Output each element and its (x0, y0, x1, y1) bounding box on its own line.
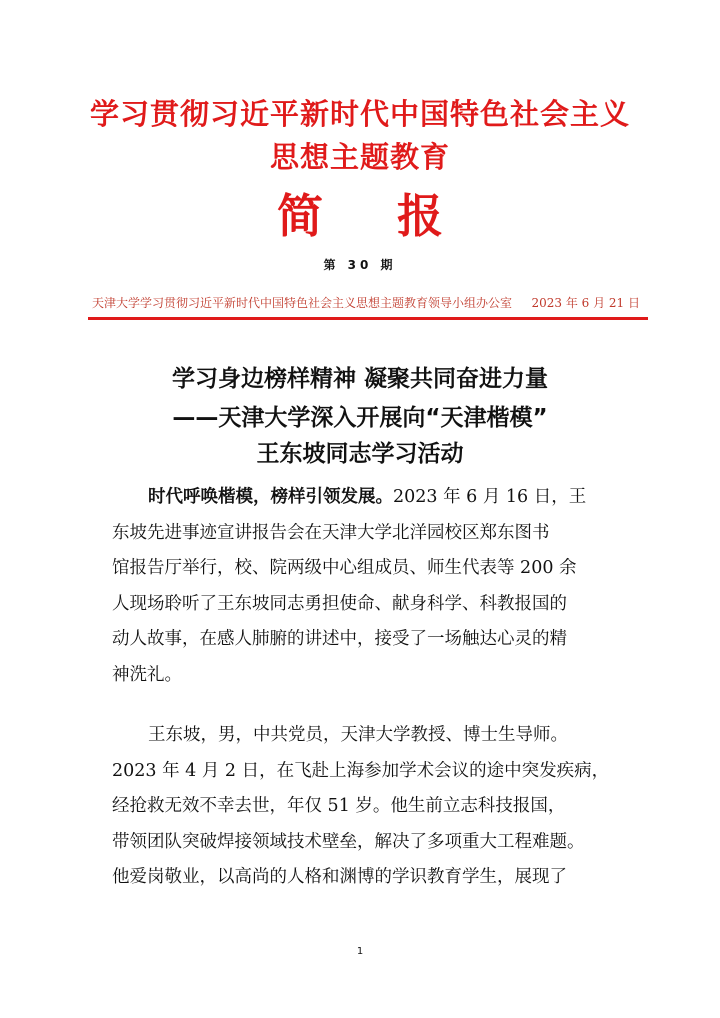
paragraph-lead: 时代呼唤楷模，榜样引领发展。 (148, 487, 393, 507)
issue-number: 第 30 期 (323, 258, 397, 272)
masthead-title-line-2: 思想主题教育 (269, 140, 450, 174)
paragraph-1-line-5: 动人故事，在感人肺腑的讲述中，接受了一场触达心灵的精 (112, 629, 567, 649)
paragraph-2-line-3: 经抢救无效不幸去世，年仅 51 岁。他生前立志科技报国， (112, 796, 566, 816)
paragraph-1-line-2: 东坡先进事迹宣讲报告会在天津大学北洋园校区郑东图书 (112, 522, 550, 543)
article-title-line-1: 学习身边榜样精神 凝聚共同奋进力量 (171, 366, 548, 392)
paragraph-1-line-6: 神洗礼。 (112, 664, 182, 685)
article-title-line-2: ——天津大学深入开展向“天津楷模” (172, 405, 548, 431)
paragraph-1-line-3: 馆报告厅举行，校、院两级中心组成员、师生代表等 200 余 (112, 558, 577, 578)
issue-date: 2023 年 6 月 21 日 (531, 296, 640, 310)
paragraph-2-line-4: 带领团队突破焊接领域技术壁垒，解决了多项重大工程难题。 (112, 831, 585, 852)
issuer-org: 天津大学学习贯彻习近平新时代中国特色社会主义思想主题教育领导小组办公室 (92, 296, 513, 310)
article-title-line-3: 王东坡同志学习活动 (256, 441, 464, 467)
paragraph-2-line-2: 2023 年 4 月 2 日，在飞赴上海参加学术会议的途中突发疾病， (112, 760, 610, 781)
paragraph-2 (112, 718, 612, 896)
bulletin-char-1: 简 (277, 189, 323, 243)
paragraph-1-line-4: 人现场聆听了王东坡同志勇担使命、献身科学、科教报国的 (112, 593, 567, 614)
paragraph-2-line-5: 他爱岗敬业，以高尚的人格和渊博的学识教育学生，展现了 (112, 867, 567, 887)
bulletin-char-2: 报 (397, 189, 443, 243)
paragraph-2-line-1: 王东坡，男，中共党员，天津大学教授、博士生导师。 (148, 725, 568, 745)
paragraph-1-line-1 (112, 480, 612, 516)
bulletin-name (0, 180, 720, 246)
masthead-title-line-1: 学习贯彻习近平新时代中国特色社会主义 (89, 97, 630, 131)
page-number: 1 (356, 946, 364, 957)
paragraph-1 (112, 480, 612, 693)
paragraph-1-line-1-text: 2023 年 6 月 16 日，王 (393, 487, 587, 507)
red-divider (88, 317, 648, 320)
